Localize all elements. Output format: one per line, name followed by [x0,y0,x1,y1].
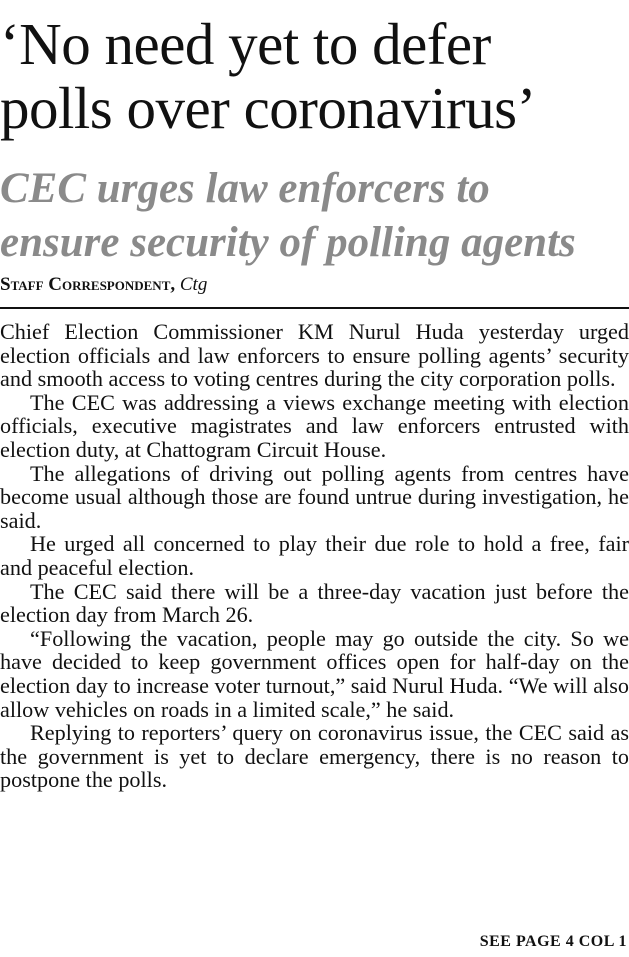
paragraph: Replying to reporters’ query on coronavirus issue, the CEC said as the government is yet to declare emergency, there is no reason to postpone the polls. [0,720,629,793]
paragraph: He urged all concerned to play their due role to hold a free, fair and peaceful election. [0,531,629,580]
paragraph: Chief Election Commissioner KM Nurul Huda yesterday urged election officials and law enforcers to ensure polling agents’ security and smooth access to voting centres during the city corporation polls. [0,319,629,392]
headline-line-2: polls over coronavirus’ [0,75,536,141]
article-body [0,320,629,792]
paragraph: The allegations of driving out polling agents from centres have become usual although those are found untrue during investigation, he said. [0,460,629,533]
paragraph: The CEC was addressing a views exchange meeting with election officials, executive magistrates and law enforcers entrusted with election duty, at Chattogram Circuit House. [0,389,629,462]
byline-place: Ctg [179,274,208,295]
subheadline [0,162,629,270]
paragraph: “Following the vacation, people may go outside the city. So we have decided to keep government offices open for half-day on the election day to increase voter turnout,” said Nurul Huda. “We will also allow vehicles on roads in a limited scale,” he said. [0,625,629,722]
headline [0,12,629,140]
byline-divider [0,307,629,309]
subhead-line-1: CEC urges law enforcers to [0,165,490,212]
byline-name: Staff Correspondent, [0,274,176,295]
continued-on-page-label: SEE PAGE 4 COL 1 [479,933,627,950]
headline-line-1: ‘No need yet to defer [0,11,491,77]
byline [0,274,207,296]
subhead-line-2: ensure security of polling agents [0,219,576,266]
paragraph: The CEC said there will be a three-day vacation just before the election day from March 26. [0,578,629,628]
